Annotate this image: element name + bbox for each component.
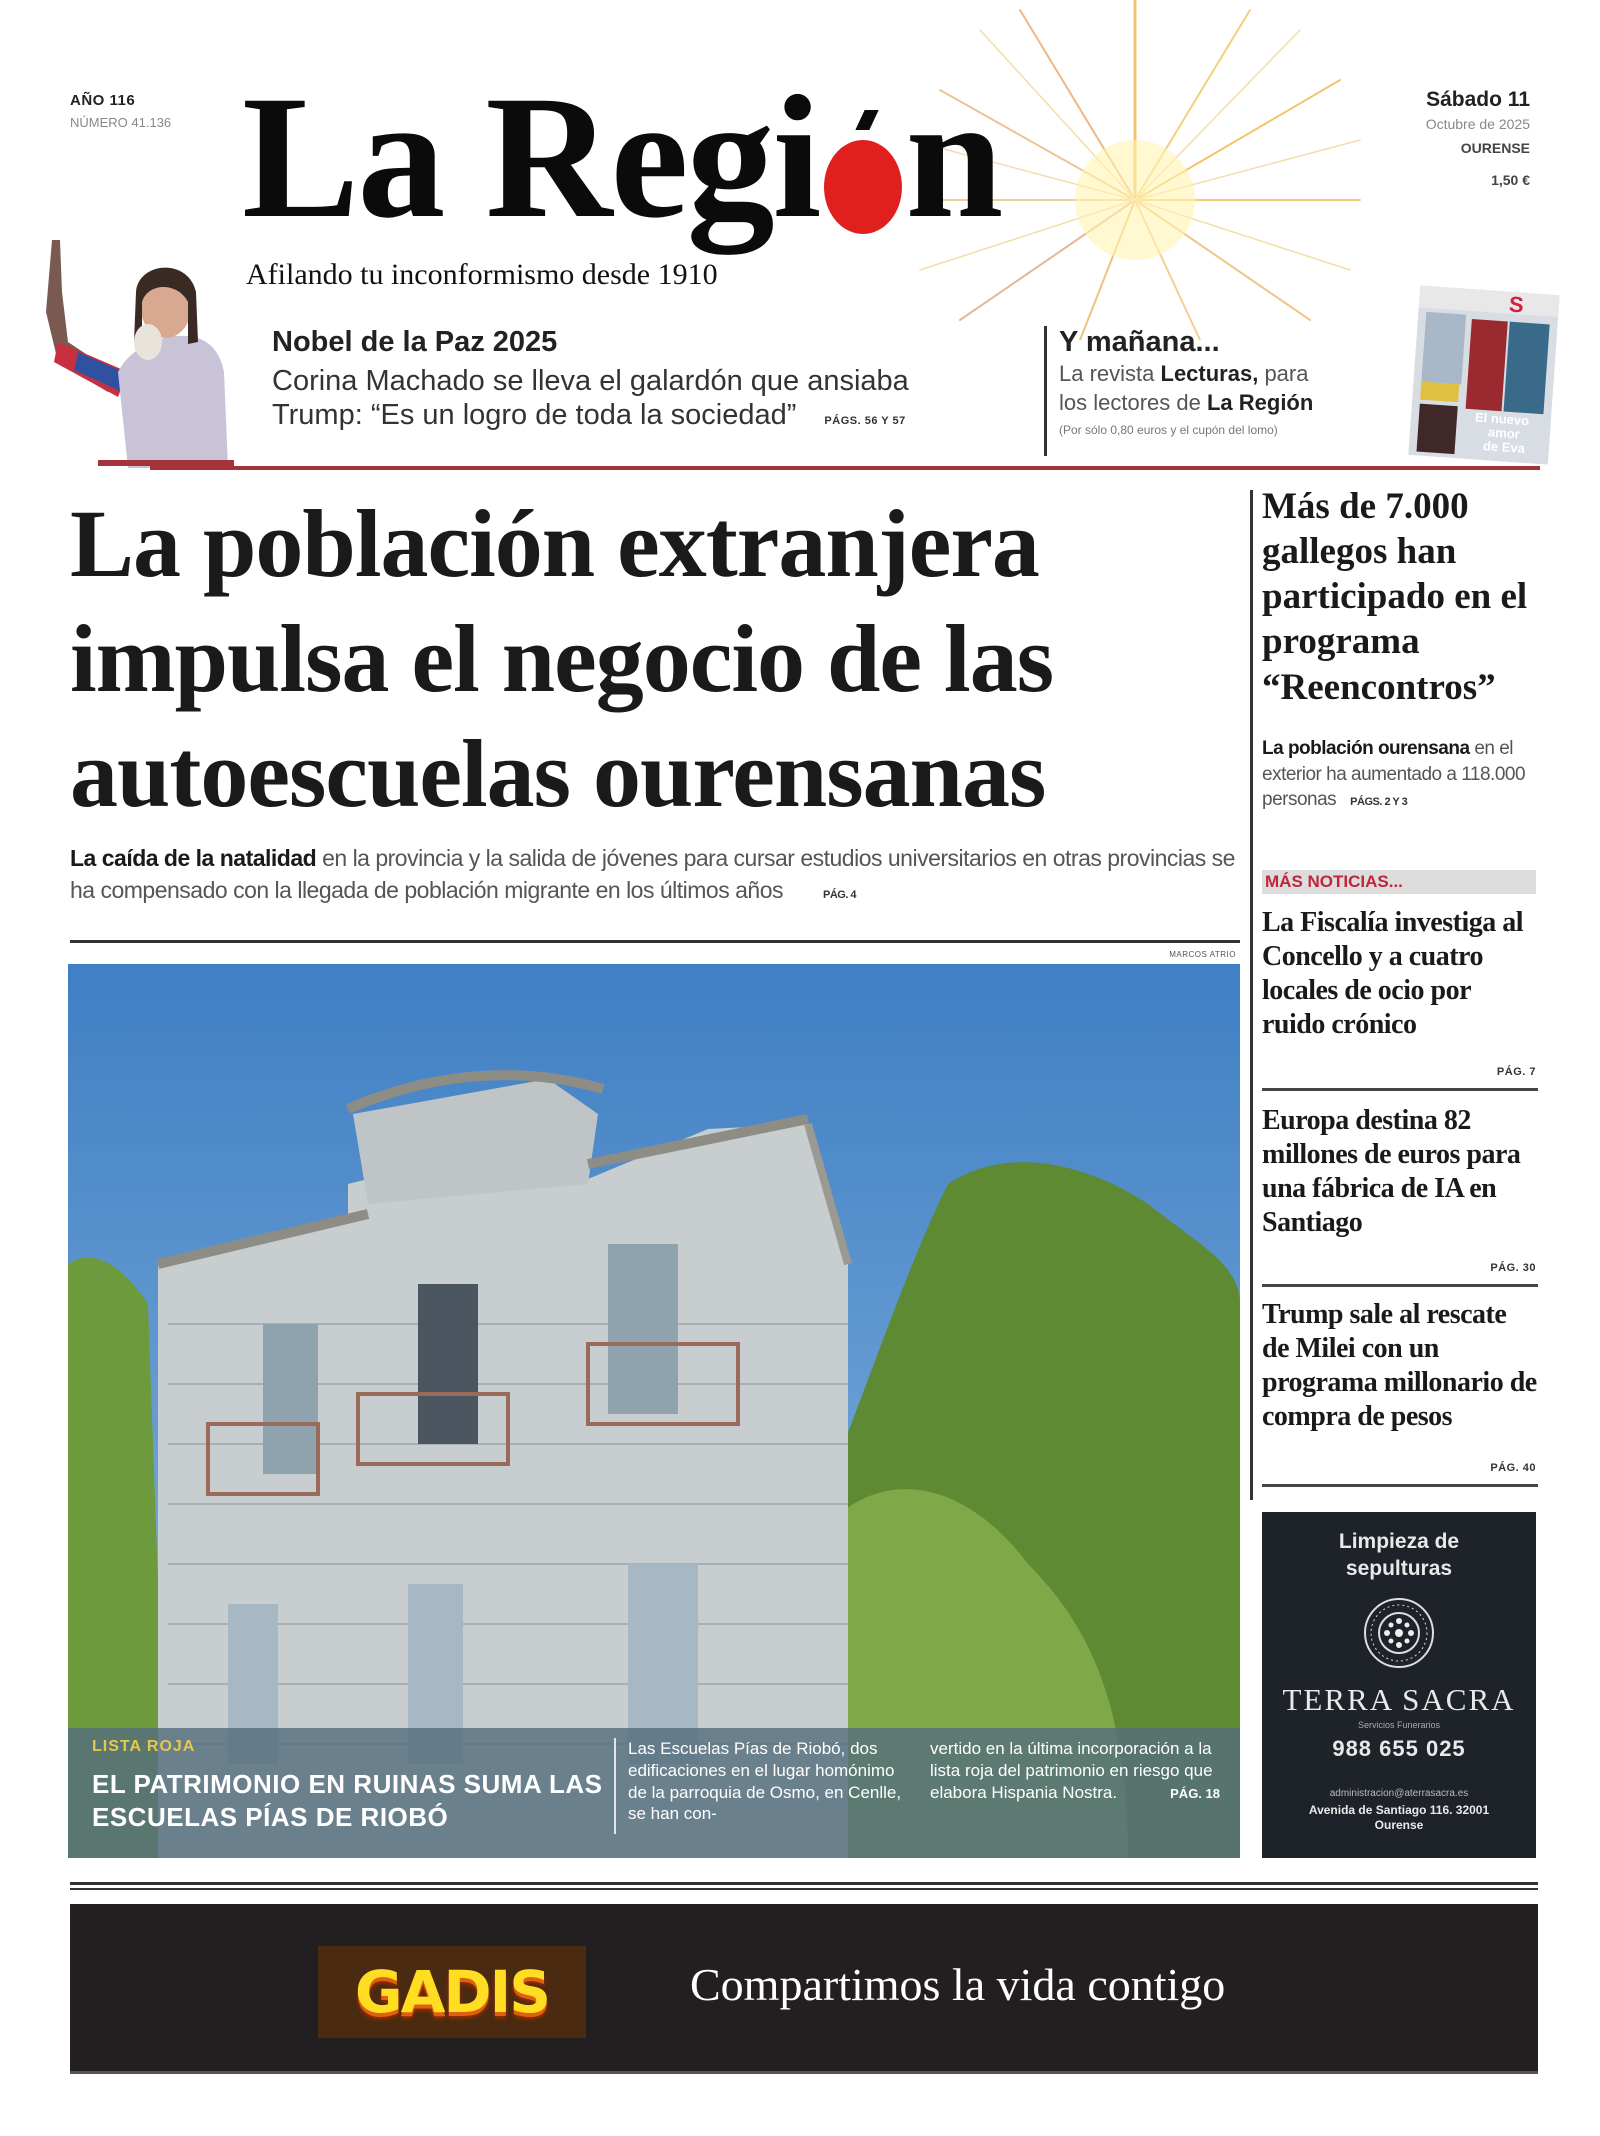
svg-text:de Eva: de Eva: [1482, 438, 1526, 457]
lead-subhead: La caída de la natalidad en la provincia y la salida de jóvenes para cursar estudios universitarios en otras provincias se ha compensado con la llegada de población migrante en los últimos años PÁG. 4: [70, 845, 1235, 904]
svg-text:amor: amor: [1487, 424, 1521, 442]
photo-story-title[interactable]: EL PATRIMONIO EN RUINAS SUMA LAS ESCUELAS PÍAS DE RIOBÓ: [92, 1769, 603, 1832]
reencontros-subhead: La población ourensana en el exterior ha aumentado a 118.000 personas PÁGS. 2 Y 3: [1262, 738, 1526, 811]
machado-photo[interactable]: [38, 232, 234, 468]
reencontros-headline[interactable]: Más de 7.000 gallegos han participado en el programa “Reencontros”: [1262, 486, 1528, 708]
edition-city: OURENSE: [1460, 140, 1530, 156]
brief-headline[interactable]: La Fiscalía investiga al Concello y a cuatro locales de ocio por ruido crónico: [1262, 907, 1523, 1041]
terra-sacra-brand: TERRA SACRA: [1282, 1681, 1516, 1717]
gadis-logo: GADIS: [318, 1946, 586, 2038]
photo-credit: MARCOS ATRIO: [1169, 950, 1236, 959]
address: Avenida de Santiago 116. 32001 Ourense: [1308, 1802, 1490, 1833]
tomorrow-kicker: Y mañana...: [1059, 326, 1220, 358]
photo-story-text-col-2: vertido en la última incorporación a la lista roja del patrimonio en riesgo que elabora Hispania Nostra. PÁG. 18: [930, 1739, 1220, 1802]
page-reference: PÁGS. 2 Y 3: [1350, 796, 1408, 809]
page-reference: PÁG. 30: [1490, 1262, 1536, 1274]
page-reference: PÁG. 7: [1496, 1066, 1536, 1078]
divider: [1262, 1284, 1538, 1287]
promo-note: (Por sólo 0,80 euros y el cupón del lomo): [1059, 422, 1278, 437]
svg-text:El nuevo: El nuevo: [1474, 409, 1530, 429]
phone-number: 988 655 025: [1332, 1735, 1466, 1761]
page-reference: PÁG. 4: [822, 889, 857, 902]
date-day: Sábado 11: [1426, 88, 1530, 111]
svg-text:S: S: [1508, 291, 1525, 318]
photo-story-text-col-1: Las Escuelas Pías de Riobó, dos edificaciones en el lugar homónimo de la parroquia de Osmo, en Cenlle, se han con-: [628, 1739, 902, 1824]
section-divider: [150, 466, 1540, 470]
date-info: [1426, 88, 1530, 188]
column-divider: [1250, 490, 1253, 1500]
year-label: AÑO 116: [70, 92, 136, 109]
newspaper-logo[interactable]: La Regi n: [242, 60, 1002, 255]
gadis-slogan: Compartimos la vida contigo: [690, 1959, 1226, 2010]
photo-story-kicker: LISTA ROJA: [92, 1738, 196, 1755]
divider: [1262, 1088, 1538, 1091]
magazine-name: Lecturas,: [1160, 361, 1259, 386]
nobel-teaser[interactable]: [272, 326, 1032, 432]
divider: [1262, 1484, 1538, 1487]
brief-headline[interactable]: Europa destina 82 millones de euros para una fábrica de IA en Santiago: [1262, 1105, 1521, 1239]
terra-sacra-emblem-icon: [1363, 1597, 1435, 1669]
tomorrow-promo[interactable]: Y mañana... La revista Lecturas, para los lectores de La Región (Por sólo 0,80 euros y el cupón del lomo): [1044, 326, 1384, 456]
page-reference: PÁG. 40: [1490, 1462, 1536, 1474]
more-news-label: MÁS NOTICIAS...: [1262, 870, 1536, 894]
lecturas-magazine-cover[interactable]: [1408, 285, 1560, 464]
date-month: Octubre de 2025: [1425, 116, 1530, 132]
issue-number: NÚMERO 41.136: [70, 115, 172, 130]
divider: [70, 940, 1240, 943]
logo-red-dot-o: [820, 70, 906, 246]
nobel-line-2: Trump: “Es un logro de toda la sociedad”: [272, 399, 797, 432]
terra-sacra-ad[interactable]: Limpieza de sepulturas TERRA SACRA Servicios Funerarios 988 655 025 administracion@aterrasacra.es Avenida de Santiago 116. 32001 Ourense: [1262, 1512, 1536, 1858]
escuelas-pias-photo[interactable]: [68, 964, 1240, 1858]
price: 1,50 €: [1491, 172, 1530, 188]
nobel-kicker: Nobel de la Paz 2025: [272, 326, 558, 358]
edition-info: [70, 92, 171, 130]
tagline: Afilando tu inconformismo desde 1910: [246, 258, 718, 291]
email-address: administracion@aterrasacra.es: [1329, 1787, 1469, 1799]
lead-headline[interactable]: La población extranjera impulsa el negocio de las autoescuelas ourensanas: [70, 490, 1054, 828]
page-reference: PÁG. 18: [1170, 1785, 1220, 1801]
divider: [70, 1882, 1538, 1890]
nobel-line-1: Corina Machado se lleva el galardón que ansiaba: [272, 365, 909, 397]
page-reference: PÁGS. 56 Y 57: [824, 415, 906, 428]
divider: [614, 1738, 616, 1834]
brief-headline[interactable]: Trump sale al rescate de Milei con un programa millonario de compra de pesos: [1262, 1299, 1537, 1433]
